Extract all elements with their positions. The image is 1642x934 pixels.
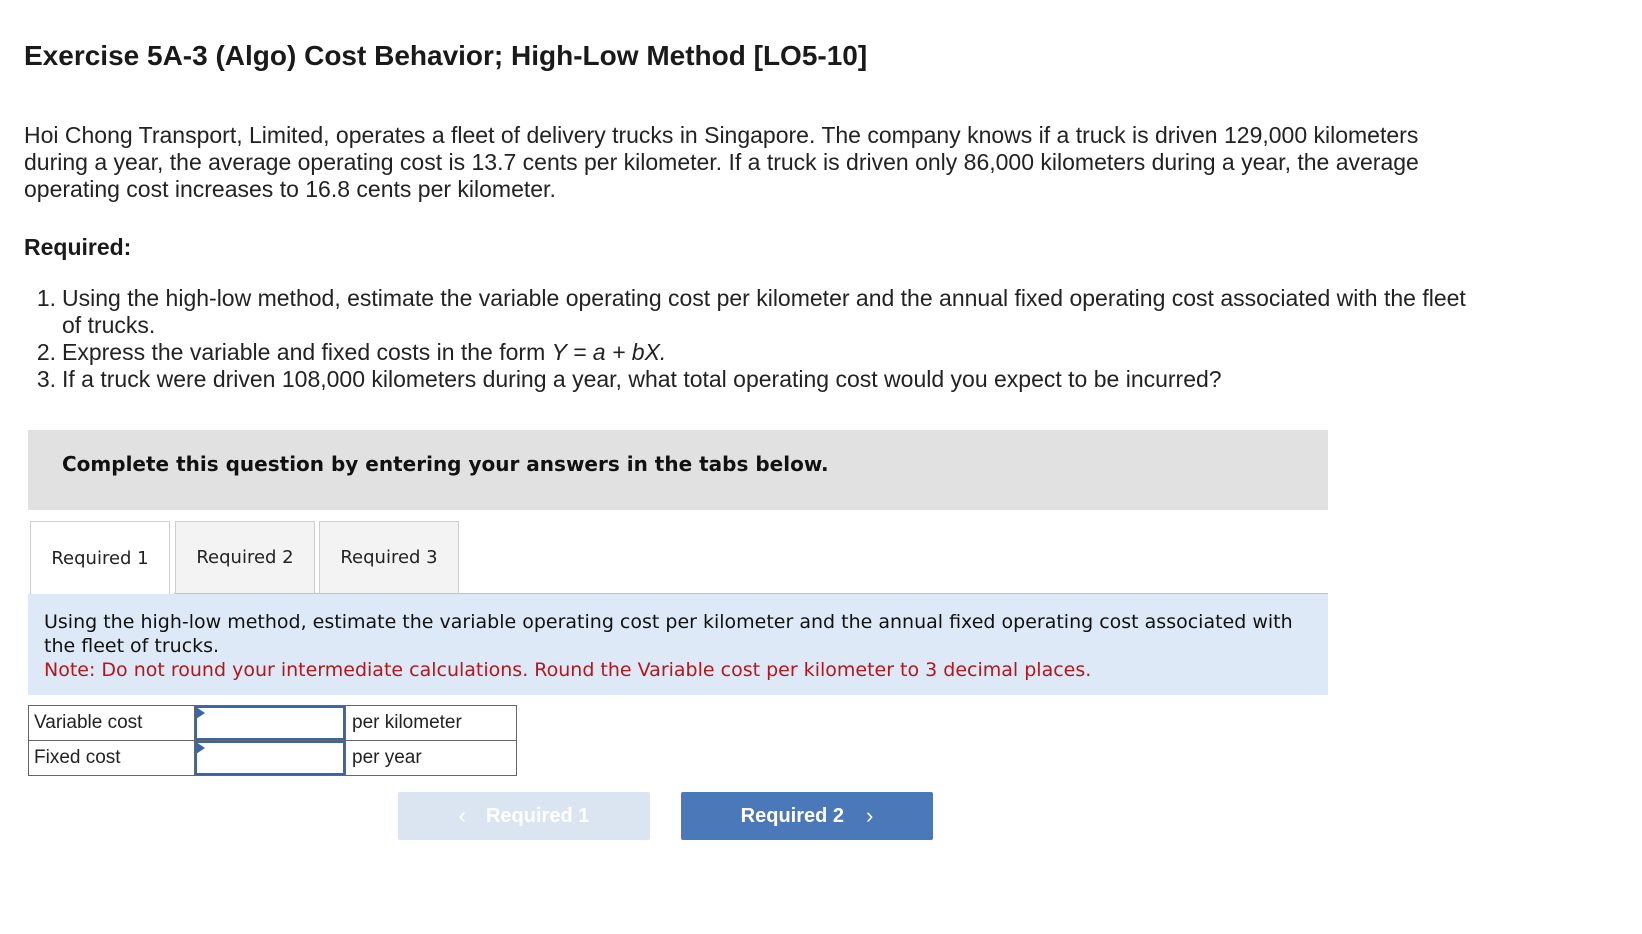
- requirement-item: [24, 366, 1484, 393]
- variable-cost-label: Variable cost: [29, 706, 195, 741]
- previous-tab-button[interactable]: [398, 792, 650, 840]
- variable-cost-input[interactable]: [195, 706, 345, 740]
- requirement-number: 3.: [36, 366, 56, 392]
- panel-note-text: Note: Do not round your intermediate calculations. Round the Variable cost per kilometer to 3 decimal places.: [44, 659, 1092, 681]
- requirement-formula: Y = a + bX.: [551, 339, 667, 365]
- requirement-text: Using the high-low method, estimate the variable operating cost per kilometer and the annual fixed operating cost associated with the fleet of trucks.: [62, 285, 1466, 338]
- table-row: [29, 741, 517, 776]
- next-tab-label: Required 2: [740, 804, 845, 827]
- tab-required-3[interactable]: Required 3: [319, 521, 459, 593]
- next-tab-button[interactable]: [681, 792, 933, 840]
- tab-panel-description: [28, 594, 1328, 695]
- previous-tab-label: Required 1: [485, 804, 590, 827]
- tab-required-2[interactable]: Required 2: [175, 521, 315, 593]
- requirement-number: 1.: [36, 285, 56, 311]
- instruction-text: Complete this question by entering your answers in the tabs below.: [62, 452, 829, 476]
- tab-required-1[interactable]: Required 1: [30, 521, 170, 595]
- answer-table: [28, 705, 517, 776]
- variable-cost-unit: per kilometer: [346, 706, 517, 741]
- problem-statement: Hoi Chong Transport, Limited, operates a fleet of delivery trucks in Singapore. The company knows if a truck is driven 129,000 kilometers during a year, the average operating cost is 13.7 cents per kilometer. If a truck is driven only 86,000 kilometers during a year, the average operating cost increases to 16.8 cents per kilometer.: [24, 122, 1419, 202]
- variable-cost-cell: [195, 706, 346, 741]
- fixed-cost-unit: per year: [346, 741, 517, 776]
- requirement-text-wrapper: [56, 339, 666, 366]
- requirement-text: If a truck were driven 108,000 kilometers during a year, what total operating cost would you expect to be incurred?: [62, 366, 1222, 392]
- requirement-text: Express the variable and fixed costs in the form: [62, 339, 552, 365]
- chevron-right-icon: ›: [866, 803, 874, 828]
- table-row: [29, 706, 517, 741]
- exercise-title: Exercise 5A-3 (Algo) Cost Behavior; High-Low Method [LO5-10]: [24, 40, 868, 71]
- requirement-number: 2.: [36, 339, 56, 365]
- fixed-cost-cell: [195, 741, 346, 776]
- requirement-item: [24, 285, 1484, 339]
- requirement-item: [24, 339, 1484, 366]
- required-heading: Required:: [24, 234, 132, 260]
- requirements-list: [24, 285, 1484, 393]
- chevron-left-icon: ‹: [458, 803, 466, 828]
- panel-description-text: Using the high-low method, estimate the variable operating cost per kilometer and the annual fixed operating cost associated with the fleet of trucks.: [44, 611, 1293, 657]
- fixed-cost-input[interactable]: [195, 741, 345, 775]
- fixed-cost-label: Fixed cost: [29, 741, 195, 776]
- instruction-box: [28, 430, 1328, 510]
